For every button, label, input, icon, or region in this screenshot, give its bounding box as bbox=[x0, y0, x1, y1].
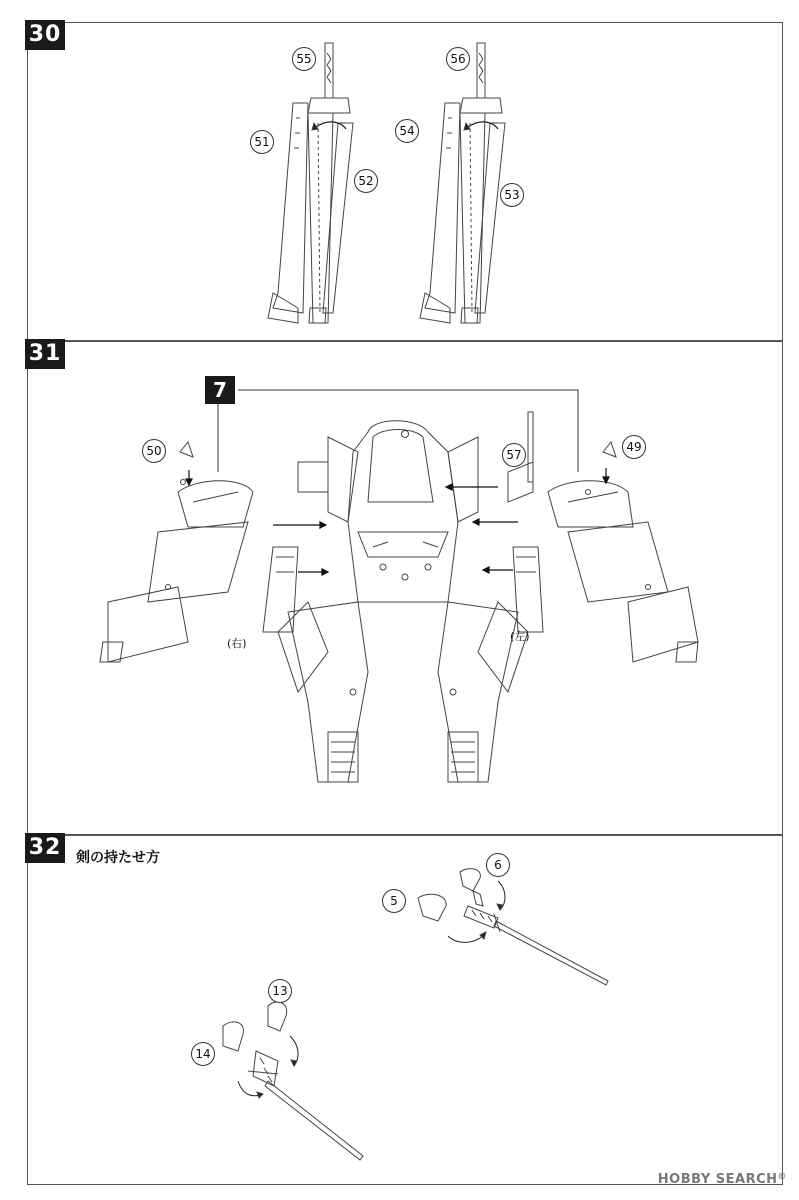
part-number-14: 14 bbox=[191, 1042, 215, 1066]
upper-hand-sword bbox=[418, 869, 608, 985]
part-number-49: 49 bbox=[622, 435, 646, 459]
step-31-panel bbox=[27, 341, 783, 835]
shoulder-weapon-right bbox=[263, 547, 298, 632]
part-number-5: 5 bbox=[382, 889, 406, 913]
part-number-6: 6 bbox=[486, 853, 510, 877]
part-number-50: 50 bbox=[142, 439, 166, 463]
step-31-badge: 31 bbox=[25, 339, 65, 369]
part-number-52: 52 bbox=[354, 169, 378, 193]
assembly-arrows bbox=[186, 468, 609, 575]
lower-hand-sword bbox=[223, 1002, 363, 1160]
part-number-51: 51 bbox=[250, 130, 274, 154]
sword-grip-illustration bbox=[28, 836, 784, 1186]
step-32-title: 剣の持たせ方 bbox=[76, 850, 160, 866]
part-number-54: 54 bbox=[395, 119, 419, 143]
sword-group-right bbox=[420, 43, 505, 323]
step-32-badge: 32 bbox=[25, 833, 65, 863]
step-30-badge: 30 bbox=[25, 20, 65, 50]
sub-step-7-badge: 7 bbox=[205, 376, 235, 404]
part-number-13: 13 bbox=[268, 979, 292, 1003]
sword-assembly-illustration bbox=[28, 23, 784, 342]
shoulder-weapon-left bbox=[513, 547, 543, 632]
arm-left-side bbox=[548, 442, 698, 662]
part-number-56: 56 bbox=[446, 47, 470, 71]
watermark-brand: HOBBY SEARCH bbox=[657, 1172, 778, 1187]
body-assembly-illustration bbox=[28, 342, 784, 836]
label-left-side: (左) bbox=[510, 630, 530, 643]
watermark-reg: ® bbox=[777, 1172, 787, 1182]
step-30-panel bbox=[27, 22, 783, 341]
step-32-panel bbox=[27, 835, 783, 1185]
part-number-53: 53 bbox=[500, 183, 524, 207]
part-number-55: 55 bbox=[292, 47, 316, 71]
label-right-side: (右) bbox=[227, 637, 247, 650]
arm-right-side bbox=[100, 442, 253, 662]
sword-group-left bbox=[268, 43, 353, 323]
part-number-57: 57 bbox=[502, 443, 526, 467]
hobby-search-watermark bbox=[658, 1172, 787, 1187]
torso-outline bbox=[278, 412, 533, 782]
